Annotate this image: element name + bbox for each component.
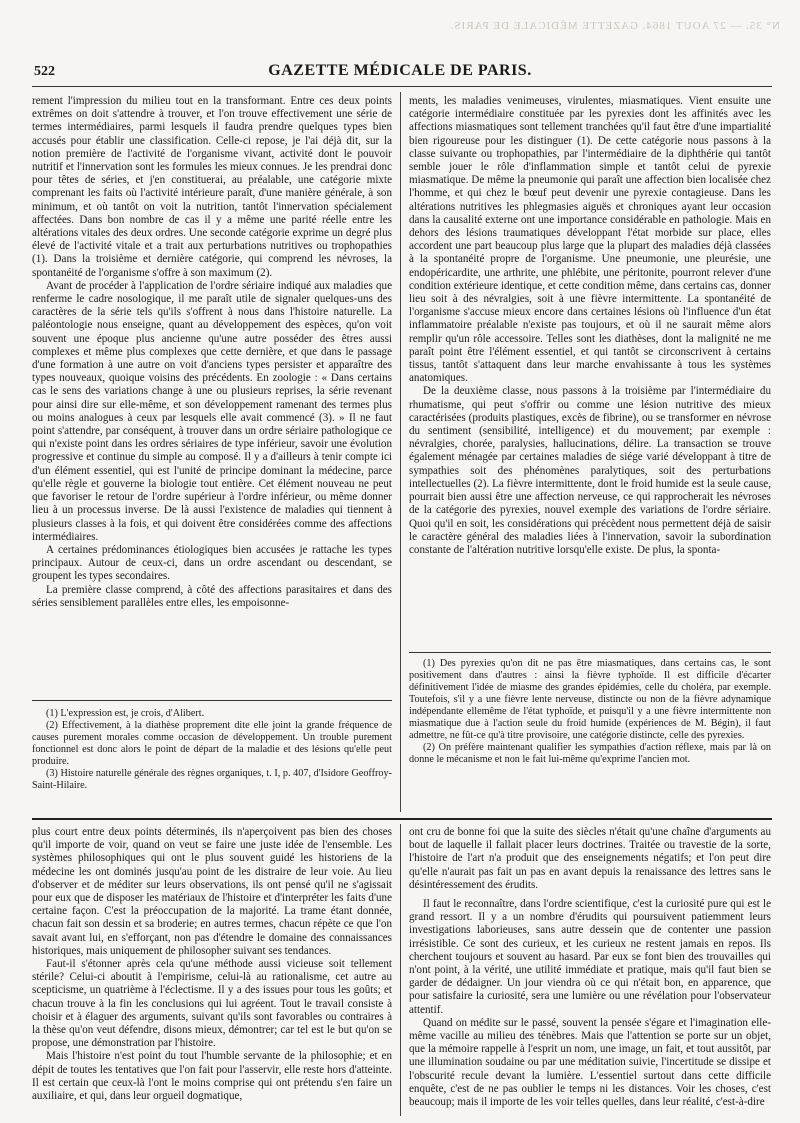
footnotes-left xyxy=(32,708,392,810)
column-divider xyxy=(400,92,401,812)
page-number: 522 xyxy=(34,64,55,79)
footnote: (2) On préfère maintenant qualifier les sympathies d'action réflexe, mais par là on donne le mécanisme et non le fait lui-même qu'exprime l'ancien mot. xyxy=(409,742,771,765)
paragraph: Quand on médite sur le passé, souvent la pensée s'égare et l'imagination elle-même vacille au milieu des ténèbres. Mais que l'attention se porte sur un objet, que la mémoire rappelle à l'esprit un nom, une image, un fait, et tout aussitôt, par une illumination soudaine ou par une méditation suivie, l'incertitude se dissipe et l'obscurité recule devant la lumière. L'essentiel surtout dans cette difficile enquête, c'est de ne pas oublier le temps ni les distances. Voir les choses, c'est beaucoup; mais il importe de les voir telles quelles, dans leur réalité, c'est-à-dire xyxy=(409,1016,771,1109)
article-column-left-lower xyxy=(32,826,392,1116)
bleed-through-text: N° 35. — 27 AOUT 1864. GAZETTE MÉDICALE DE PARIS. xyxy=(449,20,780,32)
paragraph: A certaines prédominances étiologiques bien accusées je rattache les types principaux. Autour de ceux-ci, dans un ordre ascendant ou descendant, se groupent les types secondaires. xyxy=(32,543,392,583)
paragraph: De la deuxième classe, nous passons à la troisième par l'intermédiaire du rhumatisme, qui peut s'offrir ou comme une lésion nutritive des mieux caractérisées (produits plastiques, excès de fibrine), ou se transformer en névrose du sentiment (sensibilité, intelligence) et du mouvement; par exemple : névralgies, chorée, paralysies, hallucinations, délire. La transaction se trouve également ménagée par certaines maladies de siége varié développant à titre de sympathies soit des phénomènes paralytiques, soit des perturbations intellectuelles (2). La fièvre intermittente, dont le froid humide est la seule cause, pourrait bien aussi être une affection nerveuse, ce qui rapprocherait les névroses de la catégorie des pyrexies, nouvel exemple des variations de l'ordre sériaire. Quoi qu'il en soit, les considérations qui précèdent nous permettent déjà de saisir le caractère général des maladies liées à l'innervation, savoir la subordination constante de l'altération nutritive lorsqu'elle existe. De plus, la sponta- xyxy=(409,385,771,556)
paragraph: Faut-il s'étonner après cela qu'une méthode aussi vicieuse soit tellement stérile? Celui-ci aboutit à l'empirisme, celui-là au rationalisme, cet autre au scepticisme, un quatrième à l'éclectisme. Il y a des issues pour tous les goûts; et chacun trouve à la fin les conclusions qui lui agréent. Tout le travail consiste à choisir et à élaguer des arguments, suivant qu'ils sont favorables ou contraires à la thèse qu'on veut défendre, disons mieux, démontrer; car tel est le but qu'on se propose, une démonstration par l'histoire. xyxy=(32,958,392,1050)
footnotes-right xyxy=(409,658,771,808)
journal-title: GAZETTE MÉDICALE DE PARIS. xyxy=(268,62,532,79)
column-divider-lower xyxy=(400,824,401,1116)
paragraph: Il faut le reconnaître, dans l'ordre scientifique, c'est la curiosité pure qui est le grand ressort. Il y a un nombre d'érudits qui poursuivent patiemment leurs investigations laborieuses, sans autre dessein que de contenter une passion irrésistible. Ce sont des curieux, et les curieux ne restent jamais en repos. Ils cherchent toujours et souvent au hasard. Par eux se font bien des trouvailles qui n'ont point, à la vérité, une utilité immédiate et pratique, mais qu'il faut bien se garder de dédaigner. Un jour viendra où ce qui n'était bon, en apparence, que pour satisfaire la curiosité, sera une lumière ou une révélation pour l'observateur attentif. xyxy=(409,898,771,1016)
header-rule xyxy=(32,86,772,87)
paragraph: Mais l'histoire n'est point du tout l'humble servante de la philosophie; et en dépit de toutes les tentatives que l'on fait pour l'asservir, elle reste hors d'atteinte. Il est certain que ceux-là l'ont le moins comprise qui ont prétendu s'en faire un auxiliaire, et qui, dans leur orgueil dogmatique, xyxy=(32,1050,392,1103)
paragraph: La première classe comprend, à côté des affections parasitaires et dans des séries sensiblement parallèles entre elles, les empoisonne- xyxy=(32,583,392,609)
footnote: (2) Effectivement, à la diathèse proprement dite elle joint la grande fréquence de causes purement morales comme occasion de développement. Un trouble purement fonctionnel est donc alors le point de départ de la maladie et des lésions qu'elle peut produire. xyxy=(32,720,392,767)
paragraph: Avant de procéder à l'application de l'ordre sériaire indiqué aux maladies que renferme le cadre nosologique, il me paraît utile de signaler quelques-uns des caractères de la série tels qu'ils s'offrent à nous dans l'histoire naturelle. La paléontologie nous enseigne, quant au développement des espèces, qu'on voit souvent une époque plus ancienne qu'une autre posséder des êtres aussi complexes et même plus complexes que cette dernière, et que dans le passage d'une formation à une autre on voit d'anciens types persister et apparaître des types nouveaux, quoique voisins des précédents. En zoologie : « Dans certains cas le sens des variations change à une ou plusieurs reprises, la série revenant pour ainsi dire sur elle-même, et son développement ramenant des termes plus ou moins analogues à ceux par lesquels elle avait commencé (3). » Il ne faut point s'attendre, par conséquent, à trouver dans un ordre sériaire pathologique ce qui n'existe point dans les ordres sériaires de type inférieur, savoir une évolution progressive et continue du simple au composé. Il y a d'ailleurs à tenir compte ici d'un élément essentiel, qui est l'unité de principe dominant la médecine, parce qu'elle règle et gouverne la biologie tout entière. Cet élément nouveau ne peut que favoriser le retour de l'ordre supérieur à l'ordre inférieur, ou même donner lieu à un processus inverse. De là aussi l'existence de maladies qui tiennent à plusieurs classes à la fois, et qui doivent être considérées comme des affections intermédiaires. xyxy=(32,279,392,543)
footnote: (3) Histoire naturelle générale des règnes organiques, t. I, p. 407, d'Isidore Geoffroy-Saint-Hilaire. xyxy=(32,768,392,791)
article-column-left xyxy=(32,95,392,693)
footnote: (1) L'expression est, je crois, d'Alibert. xyxy=(46,708,205,719)
footnote-rule-left xyxy=(32,700,392,701)
paragraph: rement l'impression du milieu tout en la transformant. Entre ces deux points extrêmes on doit s'attendre à trouver, et l'on trouve effectivement une série de termes intermédiaires, parmi lesquels il faudra prendre quelques types bien accusés pour établir une classification. Celle-ci repose, je l'ai déjà dit, sur la notion première de l'activité de l'organisme vivant, activité dont le pouvoir nutritif et l'innervation sont les formules les mieux connues. Je les prendrai donc pour têtes de séries, et j'en constituerai, au préalable, une catégorie mixte comprenant les faits où l'activité intérieure paraît, d'une manière générale, à son minimum, et où tantôt on voit la nutrition, tantôt l'innervation spécialement affectées. Dans bon nombre de cas il y a même une parité réelle entre les altérations vitales des deux ordres. Une seconde catégorie exprime un degré plus élevé de l'activité vitale et a trait aux perturbations nutritives ou trophopathies (1). Dans la troisième et dernière catégorie, qui comprend les névroses, la spontanéité de l'organisme s'offre à son maximum (2). xyxy=(32,95,392,279)
article-separator xyxy=(32,818,772,820)
paragraph: ments, les maladies venimeuses, virulentes, miasmatiques. Vient ensuite une catégorie intermédiaire constituée par les pyrexies dont les affinités avec les affections miasmatiques sont tellement tranchées qu'il faut être d'une impartialité bien rigoureuse pour les distinguer (1). De cette catégorie nous passons à la classe suivante ou trophopathies, par l'intermédiaire de la diphthérie qui tantôt semble jouer le rôle d'inflammation simple et tantôt celui de pyrexie miasmatique. De même la pneumonie qui paraît une affection bien localisée chez l'homme, et qui chez le bœuf peut devenir une pyrexie contagieuse. Dans les altérations nutritives les phlegmasies aiguës et chroniques ayant leur occasion dans la causalité externe ont une importance considérable en pathologie. Mais en dehors des lésions traumatiques développant l'état morbide sur place, elles accordent une part beaucoup plus large que la plupart des maladies déjà classées à la spontanéité propre de l'organisme. Une pneumonie, une pleurésie, une endopéricardite, une arthrite, une phlébite, une péritonite, pourront relever d'une condition extérieure identique, et cette condition même, dans certains cas, donner lieu soit à des névralgies, soit à une fièvre intermittente. La spontanéité de l'organisme s'accuse mieux encore dans certaines lésions où l'influence d'un état inflammatoire préalable n'existe pas toujours, et où il ne saurait même alors remplir qu'un rôle accessoire. Telles sont les diathèses, dont la malignité ne me paraît point être l'élément essentiel, et qui tantôt se circonscrivent à certains tissus, tantôt s'attaquent dans leur marche envahissante à tous les systèmes anatomiques. xyxy=(409,95,771,385)
footnote-rule-right xyxy=(409,652,771,653)
paragraph: plus court entre deux points déterminés, ils n'aperçoivent pas bien des choses qu'il importe de voir, quand on veut se faire une juste idée de l'ensemble. Les systèmes philosophiques qui ont le plus souvent guidé les historiens de la médecine les ont dominés jusqu'au point de les distraire de leur voie. Au lieu d'observer et de méditer sur leurs observations, ils ont pensé qu'il ne s'agissait pour eux que de disposer les matériaux de l'histoire et d'interpréter les faits d'une certaine façon. C'est la préoccupation de la majorité. La trame étant donnée, chacun fait son dessin et sa broderie; en autres termes, chacun répète ce que l'on savait avant lui, en s'efforçant, non pas d'étendre le domaine des connaissances historiques, mais uniquement de philosopher suivant ses tendances. xyxy=(32,826,392,957)
footnote: (1) Des pyrexies qu'on dit ne pas être miasmatiques, dans certains cas, le sont positivement dans d'autres : ainsi la fièvre typhoïde. Il est difficile d'écarter définitivement l'idée de miasme des grandes épidémies, celle du choléra, par exemple. Toutefois, s'il y a une fièvre lente nerveuse, distincte ou non de la fièvre adynamique indépendante ellemême de l'état typhoïde, et puisqu'il y a une fièvre intermittente non miasmatique due à l'action seule du froid humide (expériences de M. Bégin), il faut admettre, ne fût-ce qu'à titre provisoire, une catégorie distincte, celle des pyrexies. xyxy=(409,658,771,741)
article-column-right xyxy=(409,95,771,650)
paragraph: ont cru de bonne foi que la suite des siècles n'était qu'une chaîne d'arguments au bout de laquelle il fallait placer leurs doctrines. Traitée ou travestie de la sorte, l'histoire de l'art n'a produit que des enseignements négatifs; et l'on peut dire qu'elle n'aurait pas fait un pas en avant depuis la renaissance des lettres sans le désintéressement des érudits. xyxy=(409,826,771,891)
article-column-right-lower xyxy=(409,826,771,1116)
